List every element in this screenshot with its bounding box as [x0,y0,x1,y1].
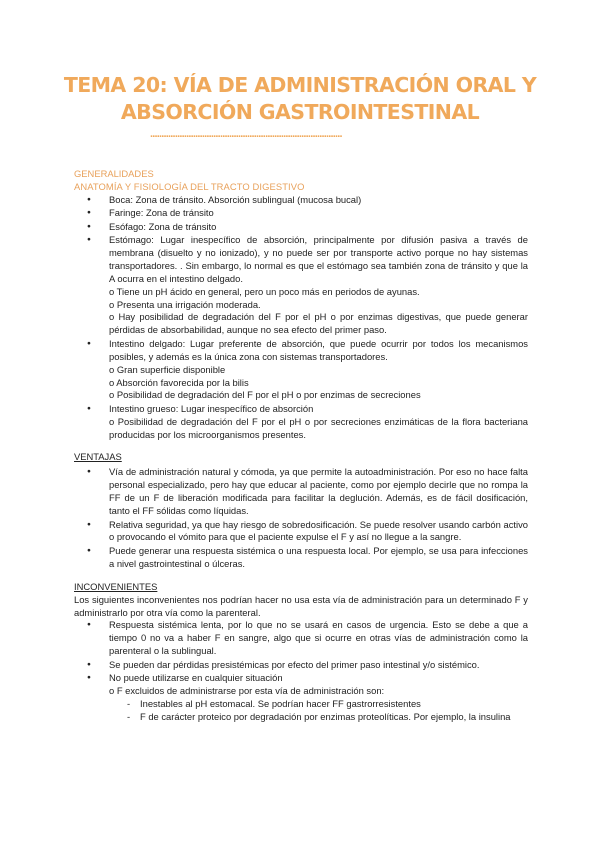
sub-item: o Posibilidad de degradación del F por el pH o por secreciones enzimáticas de la flora bacteriana producidas por los microorganismos presentes. [109,415,528,440]
dash-item [74,698,528,711]
subheading-anatomia: ANATOMÍA Y FISIOLOGÍA DEL TRACTO DIGESTIVO [74,180,305,192]
list-item-text: Relativa seguridad, ya que hay riesgo de sobredosificación. Se puede resolver usando carbón activo o provocando el vómito para que el paciente expulse el F y así no llegue a la sangre. [109,518,528,543]
ventajas-list [74,466,528,570]
list-item-text: Vía de administración natural y cómoda, ya que permite la autoadministración. Por eso no hace falta personal especializado, pero hay que educar al paciente, como por ejemplo decirle que no rompa la FF de un F de liberación modificada para facilitar la deglución. Además, es de fácil dosificación, tanto el FF sólidas como líquidas. [109,466,528,517]
section-heading-generalidades: GENERALIDADES [74,168,154,179]
list-item [74,194,528,207]
title-dotted-separator: ..................................................................................... [150,128,342,140]
document-title [0,72,600,126]
list-item [74,672,528,685]
list-item-text: Se pueden dar pérdidas presistémicas por efecto del primer paso intestinal y/o sistémico. [109,658,480,670]
list-item-text: Faringe: Zona de tránsito [109,207,214,219]
list-item [74,207,528,220]
list-item-text: ● No puede utilizarse en cualquier situación [109,672,283,684]
sub-item: o Posibilidad de degradación del F por el pH o por enzimas de secreciones [109,389,421,401]
list-item-text: Boca: Zona de tránsito. Absorción sublingual (mucosa bucal) [109,193,362,205]
sub-item: o Presenta una irrigación moderada. [109,298,261,310]
list-item [74,338,528,403]
sub-item: o F excluidos de administrarse por esta vía de administración son: [109,685,385,697]
list-item [74,619,528,658]
dash-item-text: F de carácter proteico por degradación por enzimas proteolíticas. Por ejemplo, la insulina [140,711,511,723]
inconvenientes-list [74,619,528,685]
list-item-text: ● Estómago: Lugar inespecífico de absorción, principalmente por difusión pasiva a través de membrana (disuelto y no ionizado), y no puede ser por transporte activo porque no hay sistemas transportadores. . Sin embargo, lo normal es que el estómago sea también zona de tránsito y que la A ocurra en el intestino delgado. [109,234,528,284]
list-item-text: ● Intestino delgado: Lugar preferente de absorción, que puede ocurrir por todos los mecanismos posibles, y además es la única zona con sistemas transportadores. [109,337,528,362]
list-item [74,466,528,518]
list-item [74,234,528,337]
list-item-text: Puede generar una respuesta sistémica o una respuesta local. Por ejemplo, se usa para infecciones a nivel gastrointestinal o úlceras. [109,544,528,569]
list-item [74,519,528,545]
list-item [74,659,528,672]
sub-item: o Gran superficie disponible [109,363,226,375]
list-item-text: Esófago: Zona de tránsito [109,220,217,232]
list-item-text: ● Intestino grueso: Lugar inespecífico de absorción [109,402,314,414]
title-line-1: TEMA 20: VÍA DE ADMINISTRACIÓN ORAL Y [63,73,537,97]
dash-item-text: Inestables al pH estomacal. Se podrían hacer FF gastrorresistentes [140,698,421,710]
sub-item: o Absorción favorecida por la bilis [109,376,249,388]
title-line-2: ABSORCIÓN GASTROINTESTINAL [120,100,480,124]
excluded-list [74,698,528,724]
inconvenientes-intro: Los siguientes inconvenientes nos podrían hacer no usa esta vía de administración para un determinado F y administrarlo por otra vía como la parenteral. [74,593,528,618]
section-heading-ventajas: VENTAJAS [74,450,122,462]
list-item [74,221,528,234]
list-item-text: Respuesta sistémica lenta, por lo que no se usará en casos de urgencia. Esto se debe a que a tiempo 0 no va a haber F en sangre, algo que si ocurre en otras vías de administración como la parenteral o la sublingual. [109,619,528,657]
sub-item: o Tiene un pH ácido en general, pero un poco más en periodos de ayunas. [109,285,420,297]
document-body [74,168,528,724]
section-heading-inconvenientes: INCONVENIENTES [74,580,158,592]
sub-item: o Hay posibilidad de degradación del F por el pH o por enzimas digestivas, que puede generar pérdidas de absorbabilidad, aunque no sea efecto del primer paso. [109,311,528,336]
list-item [74,403,528,442]
anatomy-list [74,194,528,442]
dash-item [74,711,528,724]
list-item [74,545,528,571]
